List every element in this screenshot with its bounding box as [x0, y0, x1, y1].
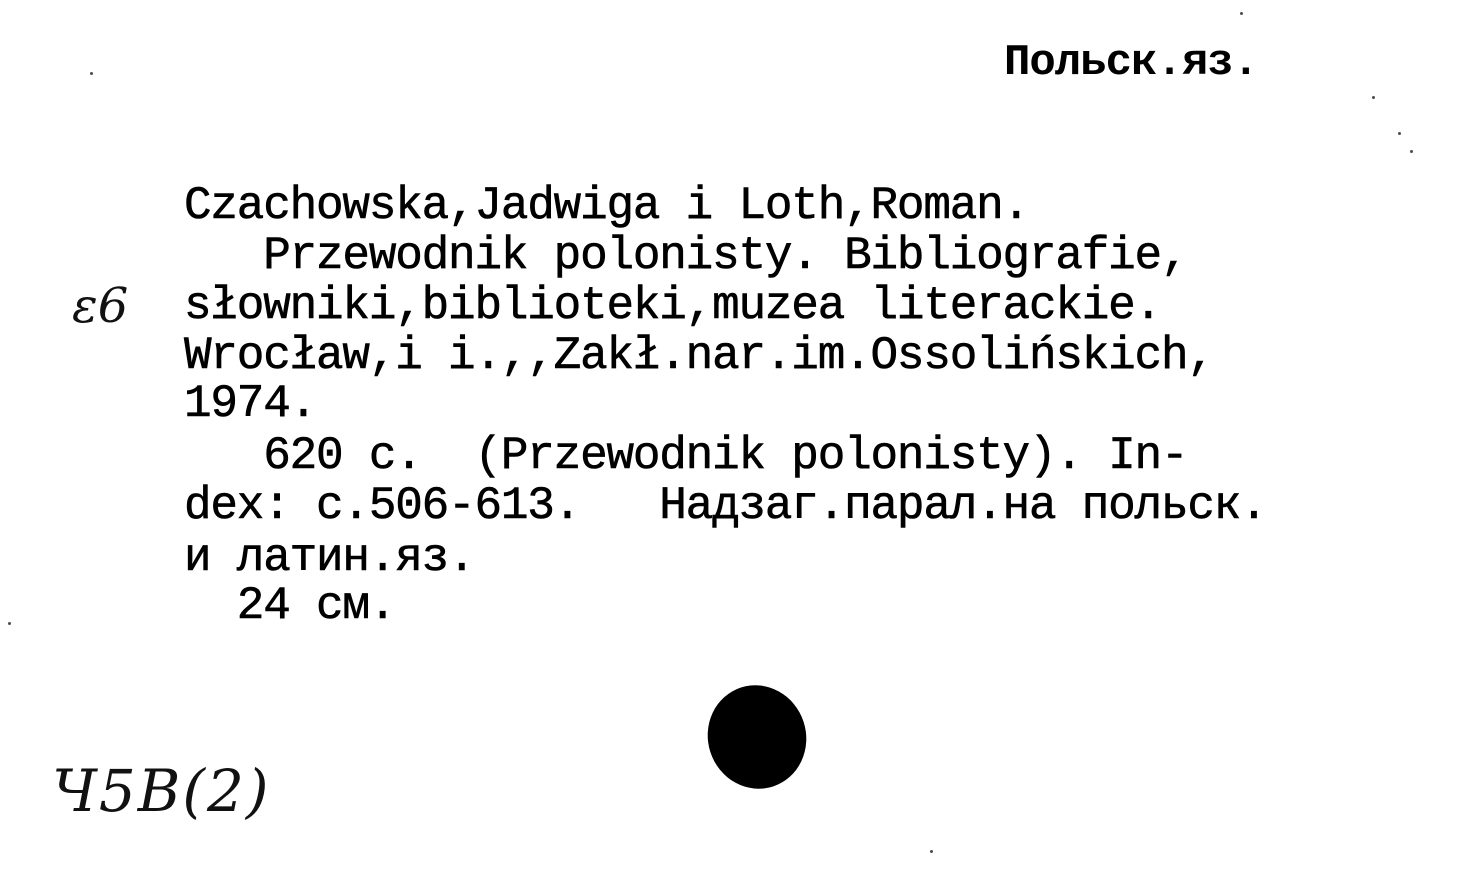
year-line: 1974. [184, 378, 317, 430]
ink-speck [8, 622, 11, 625]
handwritten-margin-note: ε6 [72, 278, 129, 334]
ink-speck [1240, 12, 1243, 15]
notes-line: dex: c.506-613. Надзаг.парал.на польск. [184, 480, 1267, 532]
subject-heading: Польск.яз. [1004, 38, 1259, 88]
imprint-line: Wrocław,i i.,,Zakł.nar.im.Ossolińskich, [184, 330, 1214, 382]
title-continuation-line: słowniki,biblioteki,muzea literackie. [184, 280, 1161, 332]
ink-speck [1410, 150, 1413, 153]
ink-speck [1398, 132, 1401, 135]
ink-speck [1372, 96, 1375, 99]
size-line: 24 см. [184, 580, 396, 632]
author-line: Czachowska,Jadwiga i Loth,Roman. [184, 180, 1029, 232]
ink-speck [930, 850, 933, 853]
punch-hole [694, 672, 819, 801]
handwritten-call-number: Ч5В(2) [52, 757, 271, 825]
ink-speck [90, 72, 93, 75]
collation-line: 620 c. (Przewodnik polonisty). In- [184, 430, 1188, 482]
title-line: Przewodnik polonisty. Bibliografie, [184, 230, 1188, 282]
notes-continuation-line: и латин.яз. [184, 532, 475, 584]
